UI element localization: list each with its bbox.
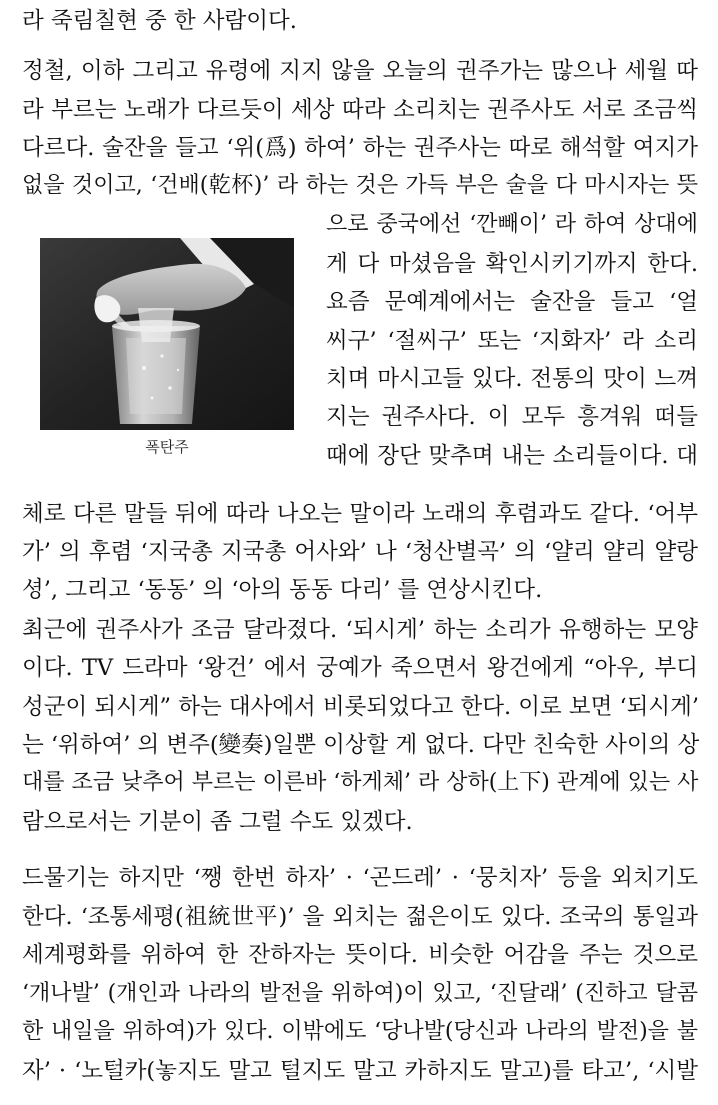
text-line: 없을 것이고, ‘건배(乾杯)’ 라 하는 것은 가득 부은 술을 다 마시자는 뜻 — [22, 173, 698, 198]
text-line: 지는 권주사다. 이 모두 흥겨워 떠들 — [326, 404, 698, 430]
text-line: 최근에 권주사가 조금 달라졌다. ‘되시게’ 하는 소리가 유행하는 모양 — [22, 617, 698, 643]
text-line: 다르다. 술잔을 들고 ‘위(爲) 하여’ 하는 권주사는 따로 해석할 여지가 — [22, 135, 698, 161]
photo-bomb-shot — [40, 238, 294, 430]
text-line: 한다. ‘조통세평(祖統世平)’ 을 외치는 젊은이도 있다. 조국의 통일과 — [22, 904, 698, 930]
bomb-shot-illustration — [40, 238, 294, 430]
text-line: 가’ 의 후렴 ‘지국총 지국총 어사와’ 나 ‘청산별곡’ 의 ‘얄리 얄리 얄랑 — [22, 539, 698, 565]
text-line: 대를 조금 낮추어 부르는 이른바 ‘하게체’ 라 상하(上下) 관계에 있는 사 — [22, 770, 699, 795]
text-line: 요즘 문예계에서는 술잔을 들고 ‘얼 — [326, 289, 698, 315]
text-line: 씨구’ ‘절씨구’ 또는 ‘지화자’ 라 소리 — [326, 328, 698, 354]
text-line: 체로 다른 말들 뒤에 따라 나오는 말이라 노래의 후렴과도 같다. ‘어부 — [22, 501, 698, 527]
text-line: 이다. TV 드라마 ‘왕건’ 에서 궁예가 죽으면서 왕건에게 “아우, 부디 — [22, 655, 698, 681]
text-line: 는 ‘위하여’ 의 변주(變奏)일뿐 이상할 게 없다. 다만 친숙한 사이의 상 — [22, 732, 700, 758]
text-line: 자’ · ‘노털카(놓지도 말고 털지도 말고 카하지도 말고)를 타고’, ‘시발 — [22, 1058, 698, 1084]
text-line: 라 부르는 노래가 다르듯이 세상 따라 소리치는 권주사도 서로 조금씩 — [22, 97, 698, 123]
text-line: 게 다 마셨음을 확인시키기까지 한다. — [326, 251, 698, 277]
text-line: 셩’, 그리고 ‘동동’ 의 ‘아의 동동 다리’ 를 연상시킨다. — [22, 577, 543, 603]
text-line: 한 내일을 위하여)가 있다. 이밖에도 ‘당나발(당신과 나라의 발전)을 불 — [22, 1019, 698, 1044]
text-line: 라 죽림칠현 중 한 사람이다. — [22, 8, 297, 34]
text-line: ‘개나발’ (개인과 나라의 발전을 위하여)이 있고, ‘진달래’ (진하고 달콤 — [22, 981, 698, 1006]
text-line: 으로 중국에선 ‘깐빼이’ 라 하여 상대에 — [326, 212, 698, 237]
text-line: 정철, 이하 그리고 유령에 지지 않을 오늘의 권주가는 많으나 세월 따 — [22, 58, 698, 84]
text-line: 성군이 되시게” 하는 대사에서 비롯되었다고 한다. 이로 보면 ‘되시게’ — [22, 694, 700, 720]
text-line: 람으로서는 기분이 좀 그럴 수도 있겠다. — [22, 809, 413, 835]
text-line: 드물기는 하지만 ‘쨍 한번 하자’ · ‘곤드레’ · ‘뭉치자’ 등을 외치기도 — [22, 865, 698, 891]
figure-caption: 폭탄주 — [145, 438, 189, 456]
text-line: 치며 마시고들 있다. 전통의 맛이 느껴 — [326, 366, 698, 392]
text-line: 세계평화를 위하여 한 잔하자는 뜻이다. 비슷한 어감을 주는 것으로 — [22, 942, 698, 968]
text-line: 때에 장단 맞추며 내는 소리들이다. 대 — [326, 443, 698, 469]
